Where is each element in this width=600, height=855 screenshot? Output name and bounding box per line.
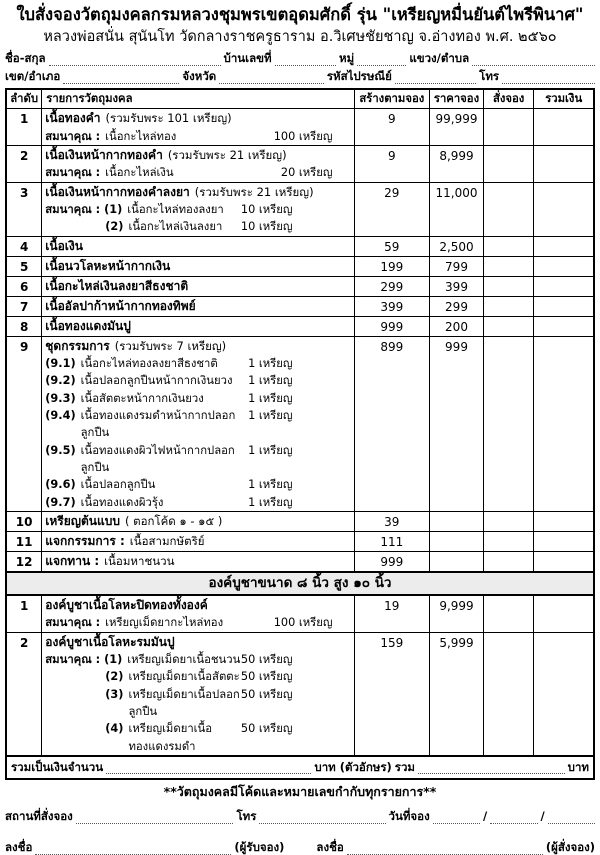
- orderer-label: (ผู้สั่งจอง): [545, 839, 595, 854]
- item-note: (รวมรับพระ 21 เหรียญ): [194, 184, 314, 199]
- set-item-line: (9.5) เนื้อทองแดงผิวไฟหน้ากากปลอกลูกปืน 1 เหรียญ: [45, 443, 293, 474]
- item-title: องค์บูชาเนื้อโลหะปิดทองทั้งองค์: [45, 597, 208, 612]
- moo-label: หมู่: [339, 51, 355, 65]
- name-label: ชื่อ-สกุล: [5, 51, 46, 65]
- item-title: เนื้อเงินหน้ากากทองคำลงยา: [45, 184, 190, 199]
- name-input-line[interactable]: [49, 52, 221, 66]
- total-amount-cell[interactable]: [534, 276, 594, 296]
- item-cell: [42, 531, 354, 551]
- table-header-row: [6, 89, 594, 109]
- row-no: 8: [6, 316, 42, 336]
- table-row: [6, 316, 594, 336]
- price: 999: [430, 336, 484, 511]
- set-item-line: (9.3) เนื้อสัตตะหน้ากากเงินยวง 1 เหรียญ: [45, 391, 293, 405]
- grand-total-text-input-line[interactable]: [106, 760, 311, 774]
- item-cell: [42, 632, 354, 756]
- orderer-signature-input-line[interactable]: [347, 841, 543, 855]
- total-amount-cell[interactable]: [534, 145, 594, 182]
- phone-label: โทร: [479, 69, 500, 83]
- footer-phone-input-line[interactable]: [259, 810, 385, 824]
- made-qty: 111: [354, 531, 430, 551]
- sum-label: รวม: [394, 759, 416, 774]
- item-cell: [42, 236, 354, 256]
- order-qty-cell[interactable]: [483, 551, 534, 572]
- bonus-line: (4) เหรียญเม็ดยาเนื้อทองแดงรมดำ 50 เหรียญ: [105, 722, 293, 753]
- receiver-signature-input-line[interactable]: [35, 841, 231, 855]
- made-qty: 159: [354, 632, 430, 756]
- row-no: 7: [6, 296, 42, 316]
- price: [430, 511, 484, 531]
- item-note: (รวมรับพระ 7 เหรียญ): [114, 338, 227, 353]
- baht-in-words-label: บาท (ตัวอักษร): [314, 759, 392, 774]
- row-no: 4: [6, 236, 42, 256]
- row-no: 1: [6, 109, 42, 146]
- table-row: [6, 109, 594, 146]
- phone-input-line[interactable]: [502, 70, 595, 84]
- house-no-input-line[interactable]: [275, 52, 336, 66]
- order-qty-cell[interactable]: [483, 236, 534, 256]
- col-header-total: รวมเงิน: [534, 89, 594, 109]
- price: 399: [430, 276, 484, 296]
- item-note: เนื้อสามกษัตริย์: [129, 533, 205, 548]
- item-title: ชุดกรรมการ: [45, 338, 110, 353]
- total-amount-cell[interactable]: [534, 551, 594, 572]
- province-input-line[interactable]: [219, 70, 324, 84]
- form-line-1: [5, 51, 595, 66]
- baht-label: บาท: [567, 759, 589, 774]
- item-cell: [42, 511, 354, 531]
- sign-label: ลงชื่อ: [316, 839, 344, 854]
- bonus-line: สมนาคุณ : (1) เหรียญเม็ดยาเนื้อชนวน 50 เหรียญ: [45, 653, 293, 667]
- price: 299: [430, 296, 484, 316]
- receiver-label: (ผู้รับจอง): [234, 839, 285, 854]
- province-label: จังหวัด: [182, 69, 217, 83]
- order-qty-cell[interactable]: [483, 531, 534, 551]
- made-qty: 39: [354, 511, 430, 531]
- bonus-line: (2) เนื้อกะไหล่เงินลงยา 10 เหรียญ: [105, 220, 293, 234]
- table-row: [6, 336, 594, 511]
- footer-phone-label: โทร: [236, 808, 257, 823]
- date-day-input-line[interactable]: [433, 810, 480, 824]
- item-cell: [42, 336, 354, 511]
- subdistrict-input-line[interactable]: [472, 52, 595, 66]
- made-qty: 9: [354, 145, 430, 182]
- order-qty-cell[interactable]: [483, 256, 534, 276]
- table-row: [6, 632, 594, 756]
- row-no: 11: [6, 531, 42, 551]
- item-title: แจกกรรมการ :: [45, 533, 125, 548]
- made-qty: 299: [354, 276, 430, 296]
- price: [430, 531, 484, 551]
- col-header-made: สร้างตามจอง: [354, 89, 430, 109]
- order-qty-cell[interactable]: [483, 276, 534, 296]
- item-cell: [42, 256, 354, 276]
- order-qty-cell[interactable]: [483, 595, 534, 632]
- made-qty: 29: [354, 182, 430, 236]
- total-amount-cell[interactable]: [534, 632, 594, 756]
- bonus-line: สมนาคุณ : เนื้อกะไหล่เงิน 20 เหรียญ: [45, 166, 333, 180]
- item-cell: [42, 145, 354, 182]
- item-note: เนื้อมหาชนวน: [104, 553, 175, 568]
- table-row: [6, 256, 594, 276]
- date-year-input-line[interactable]: [548, 810, 595, 824]
- item-note: (รวมรับพระ 21 เหรียญ): [167, 147, 287, 162]
- order-qty-cell[interactable]: [483, 145, 534, 182]
- item-cell: [42, 595, 354, 632]
- item-cell: [42, 316, 354, 336]
- subdistrict-label: แขวง/ตำบล: [409, 51, 470, 65]
- price: 799: [430, 256, 484, 276]
- order-table: [5, 88, 595, 780]
- postcode-input-line[interactable]: [395, 70, 476, 84]
- order-qty-cell[interactable]: [483, 511, 534, 531]
- made-qty: 999: [354, 551, 430, 572]
- price: 2,500: [430, 236, 484, 256]
- total-amount-cell[interactable]: [534, 316, 594, 336]
- table-row: [6, 236, 594, 256]
- bonus-line: (2) เหรียญเม็ดยาเนื้อสัตตะ 50 เหรียญ: [105, 670, 293, 684]
- set-item-line: (9.7) เนื้อทองแดงผิวรุ้ง 1 เหรียญ: [45, 495, 293, 509]
- col-header-price: ราคาจอง: [430, 89, 484, 109]
- date-month-input-line[interactable]: [490, 810, 537, 824]
- total-amount-cell[interactable]: [534, 511, 594, 531]
- row-no: 6: [6, 276, 42, 296]
- item-title: แจกทาน :: [45, 553, 100, 568]
- col-header-no: ลำดับ: [6, 89, 42, 109]
- row-no: 5: [6, 256, 42, 276]
- total-amount-cell[interactable]: [534, 531, 594, 551]
- made-qty: 199: [354, 256, 430, 276]
- item-cell: [42, 109, 354, 146]
- price: [430, 551, 484, 572]
- house-no-label: บ้านเลขที่: [223, 51, 272, 65]
- page-title: ใบสั่งจองวัตถุมงคลกรมหลวงชุมพรเขตอุดมศักดิ์ รุ่น "เหรียญหมื่นยันต์ไพรีพินาศ": [16, 5, 584, 24]
- row-no: 9: [6, 336, 42, 511]
- price: 8,999: [430, 145, 484, 182]
- page-subtitle: หลวงพ่อสนั่น สุนันโท วัดกลางราชครูธาราม อ.วิเศษชัยชาญ จ.อ่างทอง พ.ศ. ๒๕๖๐: [43, 29, 557, 45]
- date-slash: /: [483, 808, 488, 823]
- table-row: [6, 551, 594, 572]
- moo-input-line[interactable]: [357, 52, 406, 66]
- row-no: 3: [6, 182, 42, 236]
- table-row: [6, 276, 594, 296]
- section-header-row: [6, 572, 594, 595]
- table-row: [6, 145, 594, 182]
- price: 200: [430, 316, 484, 336]
- made-qty: 899: [354, 336, 430, 511]
- price: 11,000: [430, 182, 484, 236]
- form-line-2: [5, 69, 595, 84]
- table-row: [6, 511, 594, 531]
- order-qty-cell[interactable]: [483, 109, 534, 146]
- item-title: เนื้อนวโลหะหน้ากากเงิน: [45, 258, 171, 273]
- total-amount-cell[interactable]: [534, 182, 594, 236]
- price: 5,999: [430, 632, 484, 756]
- item-cell: [42, 276, 354, 296]
- item-title: เนื้อเงินหน้ากากทองคำ: [45, 147, 163, 162]
- sum-amount-input-line[interactable]: [418, 760, 565, 774]
- order-qty-cell[interactable]: [483, 182, 534, 236]
- made-qty: 399: [354, 296, 430, 316]
- signature-line: [5, 840, 595, 855]
- price: 9,999: [430, 595, 484, 632]
- item-title: เนื้ออัลปาก้าหน้ากากทองทิพย์: [45, 298, 196, 313]
- item-cell: [42, 551, 354, 572]
- item-title: องค์บูชาเนื้อโลหะรมมันปู: [45, 634, 175, 649]
- total-amount-cell[interactable]: [534, 296, 594, 316]
- item-cell: [42, 182, 354, 236]
- date-slash: /: [540, 808, 545, 823]
- order-date-label: วันที่จอง: [388, 808, 430, 823]
- table-row: [6, 182, 594, 236]
- item-cell: [42, 296, 354, 316]
- set-item-line: (9.2) เนื้อปลอกลูกปืนหน้ากากเงินยวง 1 เหรียญ: [45, 374, 293, 388]
- item-title: เนื้อทองคำ: [45, 111, 101, 125]
- made-qty: 59: [354, 236, 430, 256]
- bonus-line: สมนาคุณ : (1) เนื้อกะไหล่ทองลงยา 10 เหรียญ: [45, 203, 293, 217]
- row-no: 12: [6, 551, 42, 572]
- row-no: 10: [6, 511, 42, 531]
- item-note: ( ตอกโค้ด ๑ - ๑๕ ): [124, 513, 223, 528]
- item-title: เนื้อเงิน: [45, 238, 83, 253]
- row-no: 2: [6, 632, 42, 756]
- order-qty-cell[interactable]: [483, 336, 534, 511]
- made-qty: 999: [354, 316, 430, 336]
- footer-place-line: [5, 809, 595, 824]
- made-qty: 9: [354, 109, 430, 146]
- bonus-line: สมนาคุณ : เนื้อกะไหล่ทอง 100 เหรียญ: [45, 129, 333, 143]
- col-header-order: สั่งจอง: [483, 89, 534, 109]
- order-qty-cell[interactable]: [483, 296, 534, 316]
- made-qty: 19: [354, 595, 430, 632]
- grand-total-label: รวมเป็นเงินจำนวน: [11, 759, 104, 774]
- bonus-line: สมนาคุณ : เหรียญเม็ดยากะไหล่ทอง 100 เหรียญ: [45, 616, 333, 630]
- set-item-line: (9.6) เนื้อปลอกลูกปืน 1 เหรียญ: [45, 478, 293, 492]
- district-input-line[interactable]: [63, 70, 179, 84]
- item-title: เนื้อทองแดงมันปู: [45, 318, 131, 333]
- set-item-line: (9.1) เนื้อกะไหล่ทองลงยาสีธงชาติ 1 เหรียญ: [45, 357, 293, 371]
- total-amount-cell[interactable]: [534, 336, 594, 511]
- code-note: **วัตถุมงคลมีโค้ดและหมายเลขกำกับทุกรายการ**: [163, 783, 437, 799]
- item-note: (รวมรับพระ 101 เหรียญ): [105, 111, 232, 125]
- col-header-item: รายการวัตถุมงคล: [42, 89, 354, 109]
- total-amount-cell[interactable]: [534, 595, 594, 632]
- order-qty-cell[interactable]: [483, 316, 534, 336]
- table-row: [6, 531, 594, 551]
- row-no: 2: [6, 145, 42, 182]
- place-label: สถานที่สั่งจอง: [5, 808, 73, 823]
- set-item-line: (9.4) เนื้อทองแดงรมดำหน้ากากปลอกลูกปืน 1 เหรียญ: [45, 409, 293, 440]
- total-amount-cell[interactable]: [534, 256, 594, 276]
- summary-row: [6, 756, 594, 779]
- sign-label: ลงชื่อ: [5, 839, 33, 854]
- place-input-line[interactable]: [76, 810, 234, 824]
- bonus-line: (3) เหรียญเม็ดยาเนื้อปลอกลูกปืน 50 เหรียญ: [105, 687, 293, 719]
- item-title: เนื้อกะไหล่เงินลงยาสีธงชาติ: [45, 278, 189, 293]
- item-title: เหรียญต้นแบบ: [45, 513, 120, 528]
- total-amount-cell[interactable]: [534, 109, 594, 146]
- table-row: [6, 296, 594, 316]
- postcode-label: รหัสไปรษณีย์: [326, 69, 392, 83]
- district-label: เขต/อำเภอ: [5, 69, 61, 83]
- table-row: [6, 595, 594, 632]
- row-no: 1: [6, 595, 42, 632]
- total-amount-cell[interactable]: [534, 236, 594, 256]
- section-title: องค์บูชาขนาด ๘ นิ้ว สูง ๑๐ นิ้ว: [6, 572, 594, 595]
- price: 99,999: [430, 109, 484, 146]
- order-qty-cell[interactable]: [483, 632, 534, 756]
